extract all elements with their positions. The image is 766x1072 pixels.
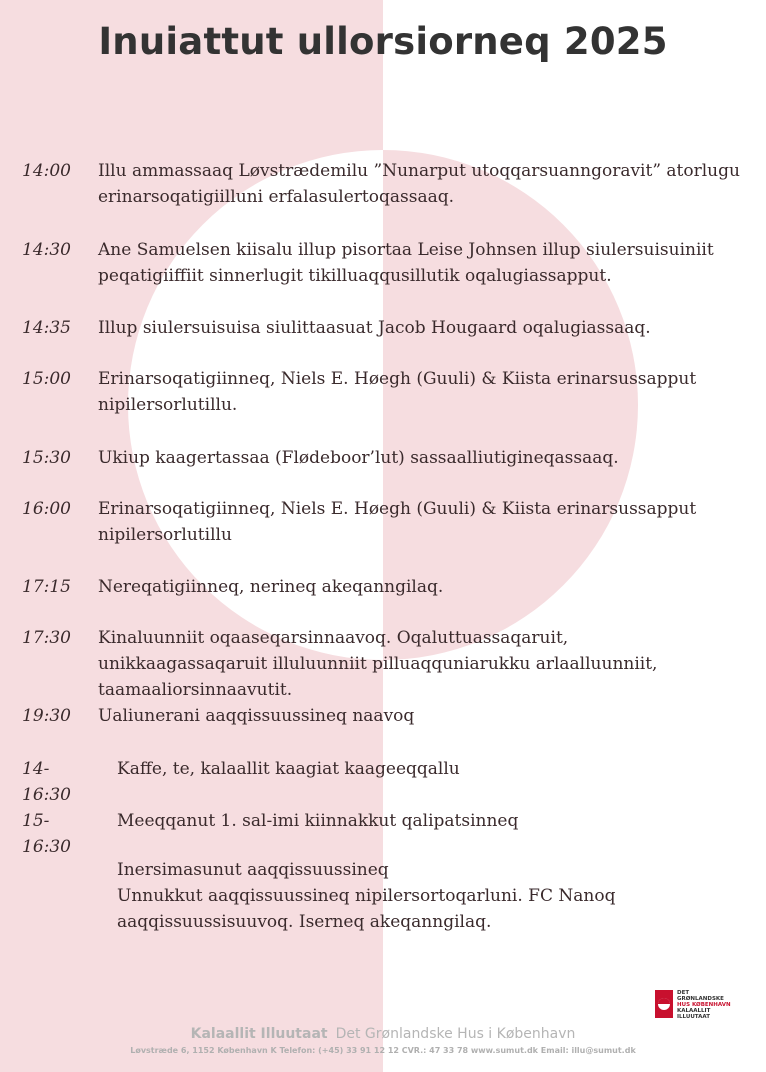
schedule-line: Illup siulersuisuisa siulittaasuat Jacob Hougaard oqalugiassaaq. [98,318,651,338]
schedule-time: 15:30 [22,448,71,468]
schedule-description [98,366,696,418]
schedule-line: nipilersorlutillu [98,525,232,545]
schedule-description [98,237,714,289]
page-title: Inuiattut ullorsiorneq 2025 [98,20,668,63]
logo-line: HUS KØBENHAVN [677,1002,731,1008]
schedule-line: Unnukkut aaqqissuussineq nipilersortoqarluni. FC Nanoq [117,886,616,906]
logo-mark-icon [655,990,673,1018]
schedule-line: Ualiunerani aaqqissuussineq naavoq [98,706,415,726]
logo-text [677,990,731,1020]
logo-line: GRØNLANDSKE [677,996,724,1002]
logo-line: ILLUUTAAT [677,1014,710,1020]
schedule-line: Erinarsoqatigiinneq, Niels E. Høegh (Guuli) & Kiista erinarsussapput [98,369,697,389]
schedule-line: unikkaagassaqaruit illuluunniit pilluaqquniarukku arlaalluunniit, [98,654,658,674]
schedule-line: Inersimasunut aaqqissuussineq [117,860,389,880]
schedule-line: Kinaluunniit oqaaseqarsinnaavoq. Oqaluttuassaqaruit, [98,628,569,648]
schedule-line: Meeqqanut 1. sal-imi kiinnakkut qalipatsinneq [117,811,519,831]
footer-names [0,1026,766,1042]
schedule-description [98,574,443,600]
institution-logo [655,990,735,1022]
schedule-description [98,315,651,341]
schedule-line: Erinarsoqatigiinneq, Niels E. Høegh (Guuli) & Kiista erinarsussapput [98,499,697,519]
schedule-line: erinarsoqatigiilluni erfalasulertoqassaaq. [98,187,455,207]
footer-name-kl: Kalaallit Illuutaat [190,1026,328,1042]
schedule-line: Ane Samuelsen kiisalu illup pisortaa Leise Johnsen illup siulersuisuiniit [98,240,714,260]
schedule-time: 17:15 [22,577,71,597]
schedule-description [117,857,615,935]
schedule-time: 16:00 [22,499,71,519]
schedule-line: Illu ammassaaq Løvstrædemilu ”Nunarput utoqqarsuanngoravit” atorlugu [98,161,740,181]
schedule-description [117,808,518,834]
schedule-time: 17:30 [22,628,71,648]
schedule-line: taamaaliorsinnaavutit. [98,680,293,700]
schedule-line: aaqqissuussisuuvoq. Iserneq akeqanngilaq. [117,912,492,932]
schedule-time: 14:30 [22,240,71,260]
schedule-line: Kaffe, te, kalaallit kaagiat kaageeqqallu [117,759,460,779]
footer-name-da: Det Grønlandske Hus i København [335,1026,576,1042]
schedule-description [117,756,460,782]
schedule-time: 14:00 [22,161,71,181]
schedule-time: 15:00 [22,369,71,389]
schedule-description [98,625,657,703]
schedule-description [98,496,696,548]
schedule-time: 19:30 [22,706,71,726]
schedule-description [98,158,740,210]
schedule-line: Ukiup kaagertassaa (Flødeboor’lut) sassaalliutigineqassaaq. [98,448,619,468]
logo-line: DET [677,990,690,996]
schedule-time: 15-16:30 [22,811,71,857]
schedule-description [98,703,414,729]
schedule-time: 14:35 [22,318,71,338]
schedule-time: 14-16:30 [22,759,71,805]
schedule-line: peqatigiiffiit sinnerlugit tikilluaqqusillutik oqalugiassapput. [98,266,612,286]
schedule-description [98,445,619,471]
logo-line: KALAALLIT [677,1008,711,1014]
schedule-line: Nereqatigiinneq, nerineq akeqanngilaq. [98,577,444,597]
schedule-line: nipilersorlutillu. [98,395,238,415]
footer-contact: Løvstræde 6, 1152 København K Telefon: (+45) 33 91 12 12 CVR.: 47 33 78 www.sumut.dk Email: illu@sumut.dk [130,1046,636,1055]
